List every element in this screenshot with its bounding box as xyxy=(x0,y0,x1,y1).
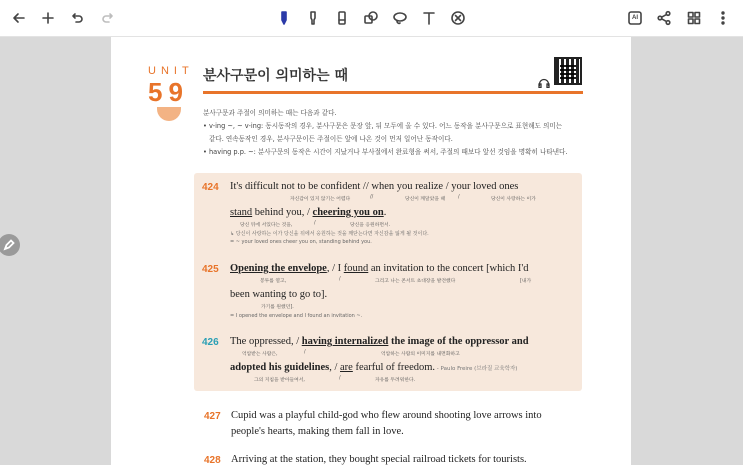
gloss: / xyxy=(304,350,306,355)
close-circle-icon[interactable] xyxy=(447,7,469,29)
intro-lead: 분사구문과 주절이 의미하는 때는 다음과 같다. xyxy=(203,109,337,117)
eraser-icon[interactable] xyxy=(331,7,353,29)
top-toolbar xyxy=(0,0,743,37)
gloss: / xyxy=(339,376,341,381)
example-line: The oppressed, / having internalized the image of the oppressor and xyxy=(230,336,529,347)
grid-view-icon[interactable] xyxy=(683,7,705,29)
gloss: 자유를 두려워한다. xyxy=(375,378,416,383)
intro-bullet-2: • having p.p. ~: 분사구문의 동작은 시간이 지났거나 부사절에서 완료형을 써서, 주절의 때보다 앞선 것임을 명확히 나타낸다. xyxy=(203,148,568,156)
gloss: 자신감이 있지 않기는 어렵다 xyxy=(290,197,351,202)
gloss: 당신을 응원하면서. xyxy=(350,223,391,228)
unit-label: UNIT xyxy=(148,65,194,77)
gloss: 당신 뒤에 서있다는 것을, xyxy=(240,223,293,228)
note: = ~ your loved ones cheer you on, standing behind you. xyxy=(230,239,372,245)
gloss: / xyxy=(339,277,341,282)
unit-title: 분사구문이 의미하는 때 xyxy=(203,68,348,84)
undo-icon[interactable] xyxy=(67,7,89,29)
highlighter-icon[interactable] xyxy=(302,7,324,29)
intro-bullet-1: • v-ing ~, ~ v-ing: 동시동작의 경우, 분사구문은 문장 앞, 뒤 모두에 올 수 있다. 어느 동작을 분사구문으로 표현해도 의미는 xyxy=(203,122,563,130)
ai-label: AI xyxy=(632,15,638,21)
gloss: 당신이 사랑하는 이가 xyxy=(491,197,536,202)
document-page xyxy=(111,37,631,465)
pen-icon[interactable] xyxy=(273,7,295,29)
gloss: // xyxy=(370,195,374,200)
example-number: 428 xyxy=(204,455,221,465)
intro-text xyxy=(203,107,593,159)
note: = I opened the envelope and I found an invitation ~. xyxy=(230,313,363,319)
redo-icon[interactable] xyxy=(96,7,118,29)
gloss: / xyxy=(458,195,460,200)
qr-code[interactable] xyxy=(554,57,582,85)
back-icon[interactable] xyxy=(8,7,30,29)
note: ↳ 당신이 사랑하는 이가 당신을 뒤에서 응원하는 것을 깨닫는다면 자신감을 잃게 될 것이다. xyxy=(230,231,429,237)
example-line: adopted his guidelines, / are fearful of freedom. - Paulo Freire (브라질 교육학자) xyxy=(230,362,518,373)
pen-side-handle[interactable] xyxy=(0,234,20,256)
gloss: 그의 지침을 받아들여서, xyxy=(254,378,305,383)
example-line: Opening the envelope, / I found an invitation to the concert [which I'd xyxy=(230,263,529,274)
share-icon[interactable] xyxy=(653,7,675,29)
shapes-icon[interactable] xyxy=(360,7,382,29)
gloss: [내가 xyxy=(520,279,532,284)
title-divider xyxy=(203,91,583,94)
text-tool-icon[interactable] xyxy=(418,7,440,29)
example-box xyxy=(194,173,582,391)
pencil-icon xyxy=(3,239,15,251)
headphone-icon[interactable] xyxy=(538,75,550,85)
example-line: It's difficult not to be confident // when you realize / your loved ones xyxy=(230,181,519,192)
gloss: 억압하는 사람의 이미지를 내면화하고 xyxy=(381,352,460,357)
gloss: 억압받는 사람은, xyxy=(242,352,278,357)
lasso-icon[interactable] xyxy=(389,7,411,29)
unit-decoration xyxy=(157,107,181,121)
gloss: 가기를 원했던]. xyxy=(261,305,294,310)
unit-number: 59 xyxy=(148,77,189,107)
gloss: 봉투를 열고, xyxy=(260,279,287,284)
example-number: 427 xyxy=(204,411,221,422)
gloss: / xyxy=(314,221,316,226)
add-icon[interactable] xyxy=(37,7,59,29)
example-number: 424 xyxy=(202,182,219,193)
example-line: Cupid was a playful child-god who flew around shooting love arrows into xyxy=(231,410,542,421)
example-line: Arriving at the station, they bought special railroad tickets for tourists. xyxy=(231,454,527,465)
example-number: 426 xyxy=(202,337,219,348)
ai-icon[interactable] xyxy=(624,7,646,29)
example-line: been wanting to go to]. xyxy=(230,289,328,300)
example-line: people's hearts, making them fall in love. xyxy=(231,426,404,437)
example-line: stand behind you, / cheering you on. xyxy=(230,207,387,218)
gloss: 당신이 깨달았을 때 xyxy=(405,197,446,202)
more-icon[interactable] xyxy=(712,7,734,29)
intro-bullet-1b: 같다. 연속동작인 경우, 분사구문이든 주절이든 앞에 나온 것이 먼저 일어난 동작이다. xyxy=(209,135,453,143)
example-number: 425 xyxy=(202,264,219,275)
gloss: 그리고 나는 콘서트 초대장을 발견했다 xyxy=(375,279,456,284)
